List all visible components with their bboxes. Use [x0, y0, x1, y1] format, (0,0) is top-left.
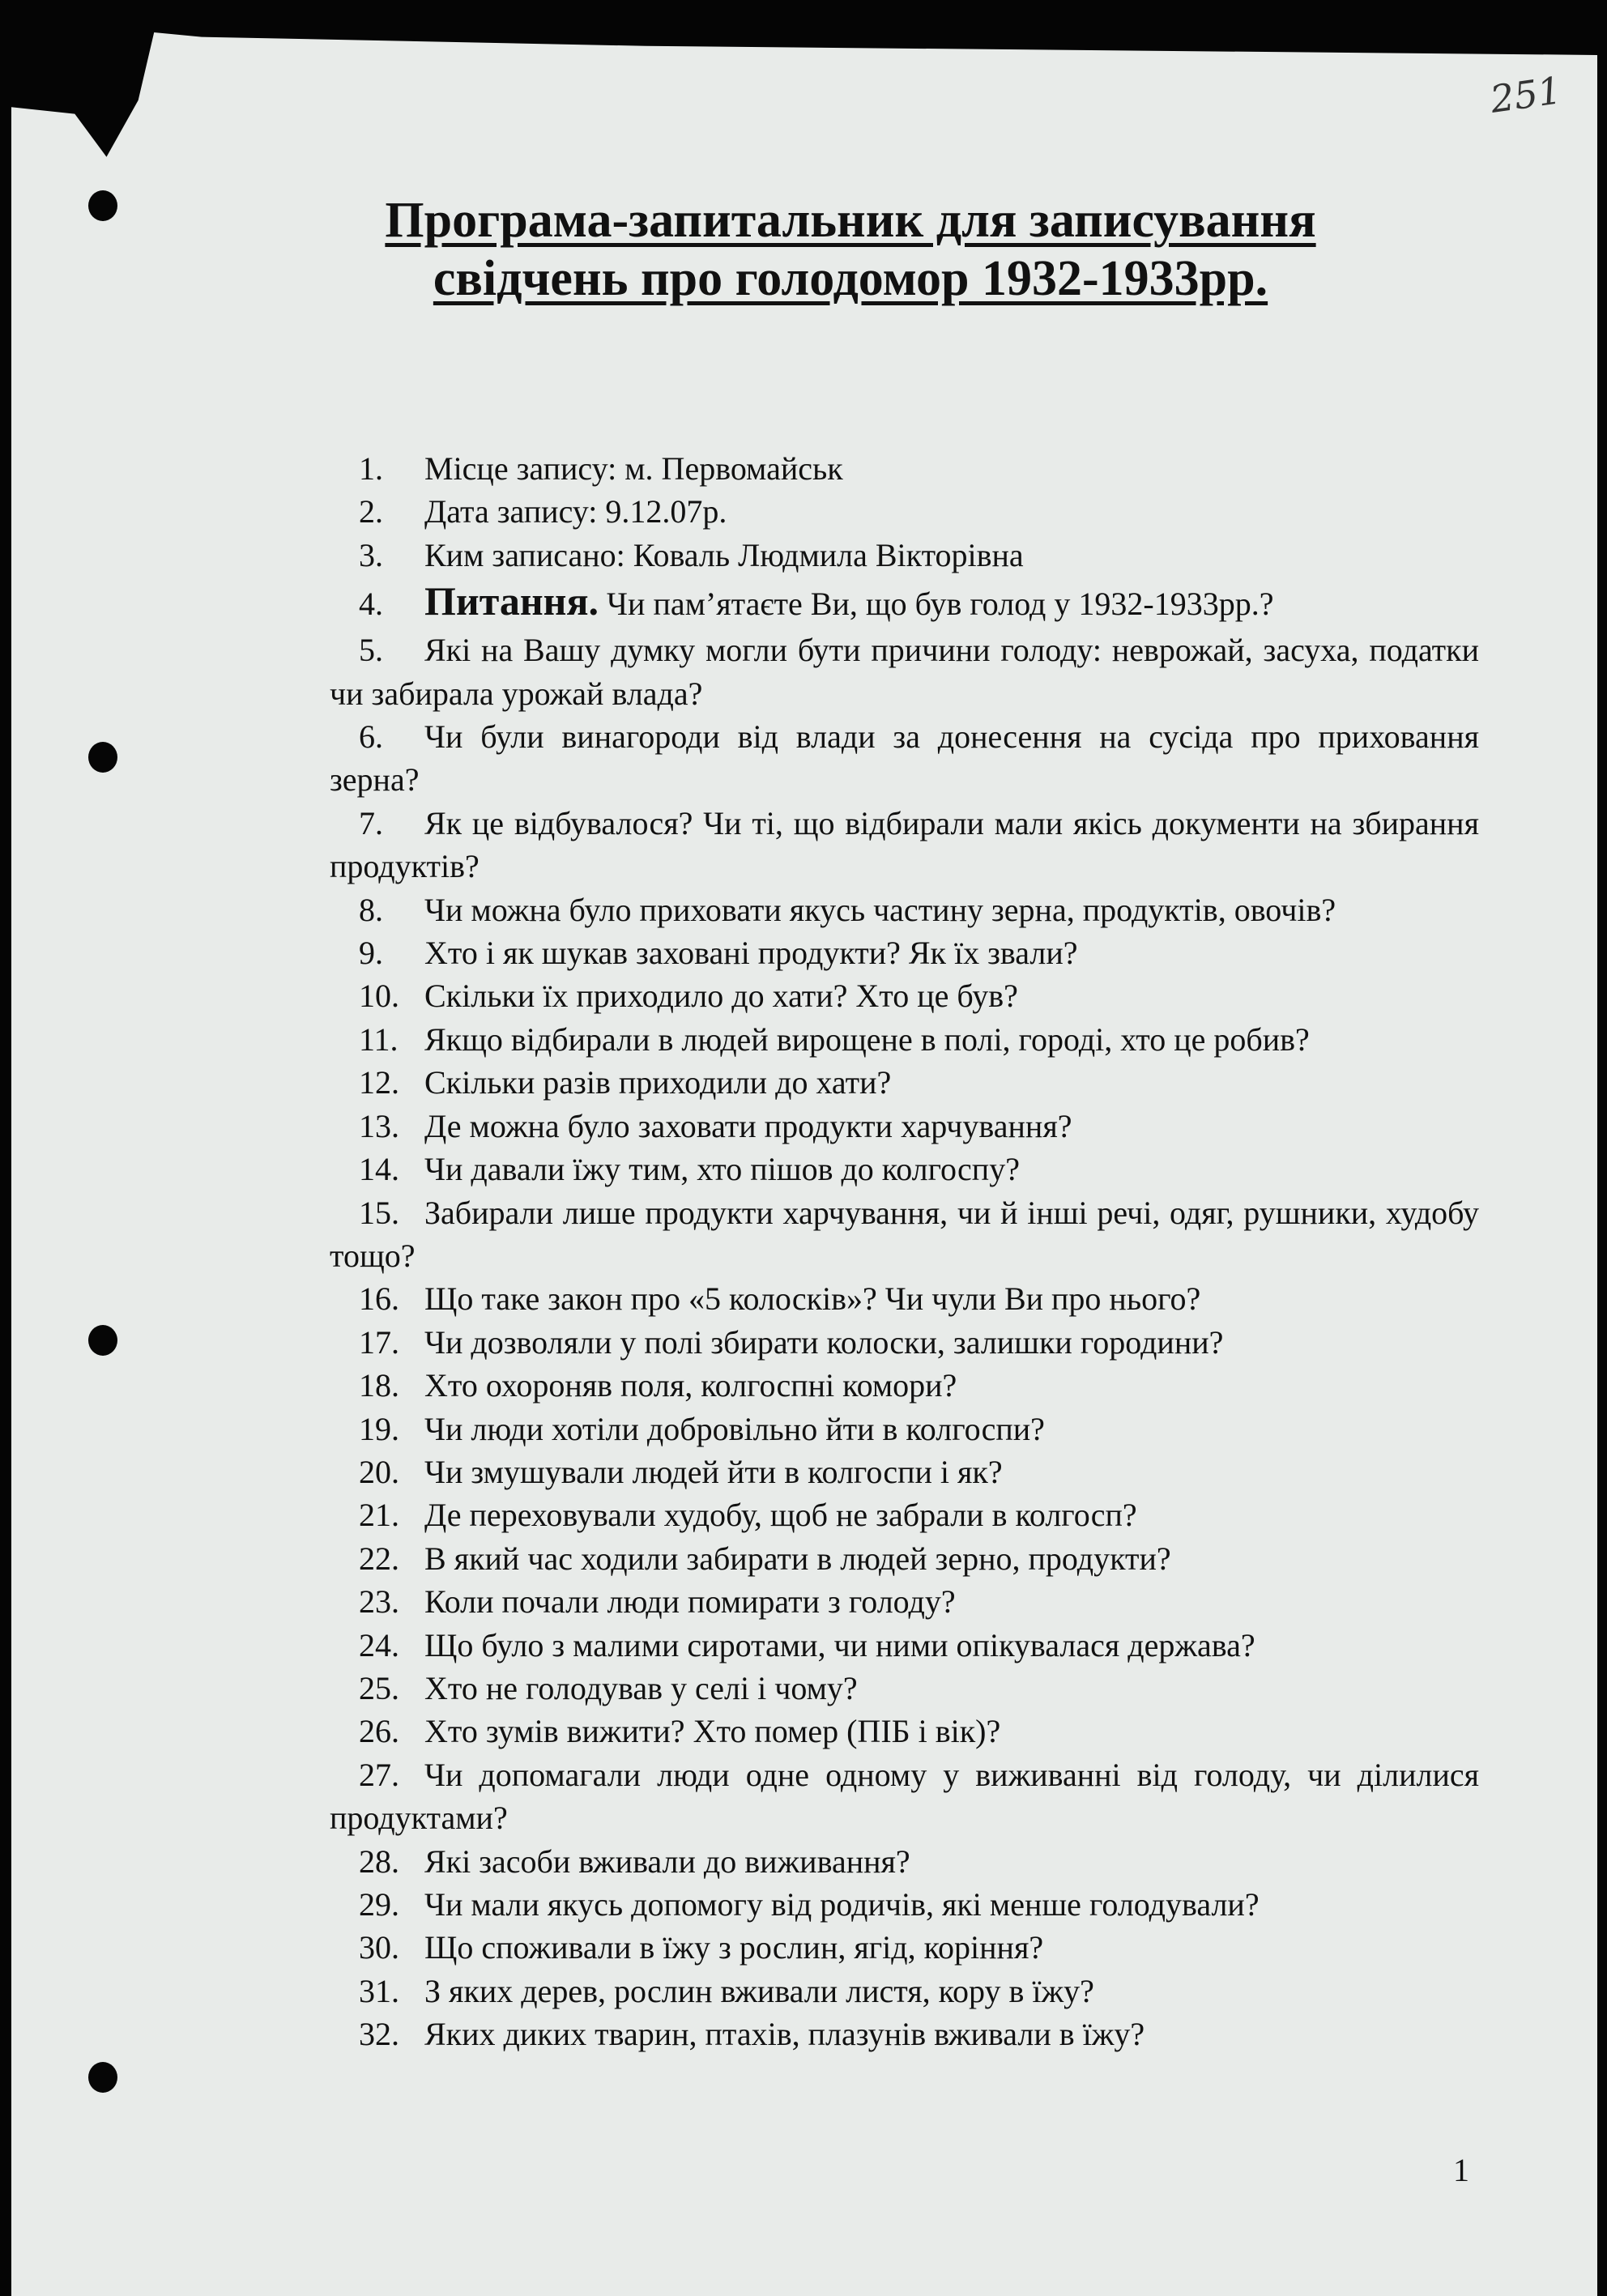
item-text: Чи люди хотіли добровільно йти в колгоспи?	[424, 1410, 1045, 1447]
item-number: 28.	[359, 1842, 399, 1880]
item-number: 27.	[359, 1756, 399, 1793]
item-number: 6.	[359, 718, 383, 756]
item-number: 29.	[359, 1886, 399, 1923]
list-item	[330, 1926, 1479, 1969]
item-text: Що було з малими сиротами, чи ними опікувалася держава?	[424, 1626, 1255, 1663]
item-number: 12.	[359, 1064, 399, 1101]
item-text: В який час ходили забирати в людей зерно, продукти?	[424, 1540, 1171, 1577]
item-text: Хто і як шукав заховані продукти? Як їх звали?	[424, 935, 1078, 972]
list-item	[330, 1840, 1479, 1883]
list-item	[330, 1105, 1479, 1148]
document-title-line-1	[243, 191, 1458, 249]
page-number: 1	[1453, 2152, 1469, 2188]
item-number: 32.	[359, 2016, 399, 2053]
item-text: Хто зумів вижити? Хто помер (ПІБ і вік)?	[424, 1713, 1001, 1750]
list-item	[330, 1624, 1479, 1667]
item-text: Чи можна було приховати якусь частину зерна, продуктів, овочів?	[424, 891, 1336, 928]
list-item	[330, 1018, 1479, 1061]
item-number: 23.	[359, 1583, 399, 1621]
item-text: Які на Вашу думку могли бути причини голоду: неврожай, засуха, податки чи забирала урожай влада?	[330, 632, 1479, 712]
item-number: 8.	[359, 891, 383, 928]
item-label: Питання.	[424, 578, 599, 624]
item-text: Скільки разів приходили до хати?	[424, 1064, 892, 1101]
item-text: Як це відбувалося? Чи ті, що відбирали мали якісь документи на збирання продуктів?	[330, 804, 1479, 885]
list-item	[330, 1667, 1479, 1710]
list-item	[330, 534, 1479, 577]
item-text: З яких дерев, рослин вживали листя, кору в їжу?	[424, 1972, 1094, 2009]
list-item	[330, 1450, 1479, 1493]
item-text: Місце запису: м. Первомайськ	[424, 450, 843, 487]
item-number: 31.	[359, 1972, 399, 2009]
list-item	[330, 888, 1479, 931]
item-text: Чи допомагали люди одне одному у виживанні від голоду, чи ділилися продуктами?	[330, 1756, 1479, 1837]
punch-hole	[88, 1325, 117, 1356]
list-item	[330, 1408, 1479, 1450]
list-item	[330, 1883, 1479, 1926]
item-number: 22.	[359, 1540, 399, 1577]
punch-hole	[88, 742, 117, 773]
item-number: 24.	[359, 1626, 399, 1663]
list-item	[330, 628, 1479, 715]
list-item	[330, 974, 1479, 1017]
item-number: 5.	[359, 632, 383, 669]
list-item	[330, 1148, 1479, 1191]
title-text: свідчень про голодомор 1932-1933рр.	[433, 251, 1268, 306]
item-number: 17.	[359, 1323, 399, 1361]
item-text: Хто охороняв поля, колгоспні комори?	[424, 1367, 957, 1404]
item-text: Забирали лише продукти харчування, чи й інші речі, одяг, рушники, худобу тощо?	[330, 1194, 1479, 1274]
item-text: Що споживали в їжу з рослин, ягід, коріння?	[424, 1929, 1044, 1966]
list-item	[330, 1580, 1479, 1623]
list-item	[330, 2013, 1479, 2055]
item-number: 9.	[359, 935, 383, 972]
item-text: Які засоби вживали до виживання?	[424, 1842, 910, 1880]
item-text: Яких диких тварин, птахів, плазунів вживали в їжу?	[424, 2016, 1145, 2053]
item-number: 18.	[359, 1367, 399, 1404]
list-item	[330, 1753, 1479, 1840]
list-item	[330, 802, 1479, 888]
question-list	[330, 447, 1479, 2056]
list-item	[330, 1277, 1479, 1320]
item-number: 16.	[359, 1280, 399, 1318]
item-number: 25.	[359, 1669, 399, 1706]
list-item	[330, 715, 1479, 802]
list-item	[330, 931, 1479, 974]
list-item	[330, 1537, 1479, 1580]
item-number: 4.	[359, 586, 383, 623]
item-text: Чи мали якусь допомогу від родичів, які менше голодували?	[424, 1886, 1260, 1923]
list-item	[330, 1061, 1479, 1104]
item-text: Чи давали їжу тим, хто пішов до колгоспу?	[424, 1151, 1020, 1188]
item-number: 10.	[359, 978, 399, 1015]
item-text: Чи були винагороди від влади за донесення на сусіда про приховання зерна?	[330, 718, 1479, 799]
list-item	[330, 1321, 1479, 1364]
item-number: 15.	[359, 1194, 399, 1231]
list-item	[330, 1364, 1479, 1407]
item-text: Коли почали люди помирати з голоду?	[424, 1583, 956, 1621]
item-text: Чи змушували людей йти в колгоспи і як?	[424, 1453, 1003, 1490]
item-number: 19.	[359, 1410, 399, 1447]
item-number: 1.	[359, 450, 383, 487]
item-number: 2.	[359, 493, 383, 530]
item-text: Хто не голодував у селі і чому?	[424, 1669, 858, 1706]
item-text: Ким записано: Коваль Людмила Вікторівна	[424, 536, 1024, 573]
item-text: Де переховували худобу, щоб не забрали в колгосп?	[424, 1497, 1137, 1534]
item-text: Чи дозволяли у полі збирати колоски, залишки городини?	[424, 1323, 1224, 1361]
item-number: 7.	[359, 804, 383, 841]
item-number: 30.	[359, 1929, 399, 1966]
list-item	[330, 447, 1479, 490]
title-text: Програма-запитальник для записування	[385, 193, 1316, 248]
document-title-line-2	[243, 249, 1458, 308]
item-number: 14.	[359, 1151, 399, 1188]
list-item	[330, 1970, 1479, 2013]
punch-hole	[88, 2062, 117, 2093]
item-number: 26.	[359, 1713, 399, 1750]
item-number: 20.	[359, 1453, 399, 1490]
item-text: Скільки їх приходило до хати? Хто це був?	[424, 978, 1018, 1015]
list-item	[330, 577, 1479, 628]
item-number: 21.	[359, 1497, 399, 1534]
item-number: 3.	[359, 536, 383, 573]
list-item	[330, 1493, 1479, 1536]
list-item	[330, 490, 1479, 533]
item-text: Що таке закон про «5 колосків»? Чи чули Ви про нього?	[424, 1280, 1201, 1318]
handwritten-page-mark: 251	[1487, 68, 1565, 121]
item-number: 11.	[359, 1020, 399, 1058]
item-text: Дата запису: 9.12.07р.	[424, 493, 727, 530]
list-item	[330, 1191, 1479, 1278]
list-item	[330, 1710, 1479, 1753]
item-text: Чи пам’ятаєте Ви, що був голод у 1932-1933рр.?	[599, 586, 1274, 623]
punch-hole	[88, 190, 117, 221]
item-text: Де можна було заховати продукти харчування?	[424, 1107, 1072, 1144]
item-number: 13.	[359, 1107, 399, 1144]
item-text: Якщо відбирали в людей вирощене в полі, городі, хто це робив?	[424, 1020, 1310, 1058]
